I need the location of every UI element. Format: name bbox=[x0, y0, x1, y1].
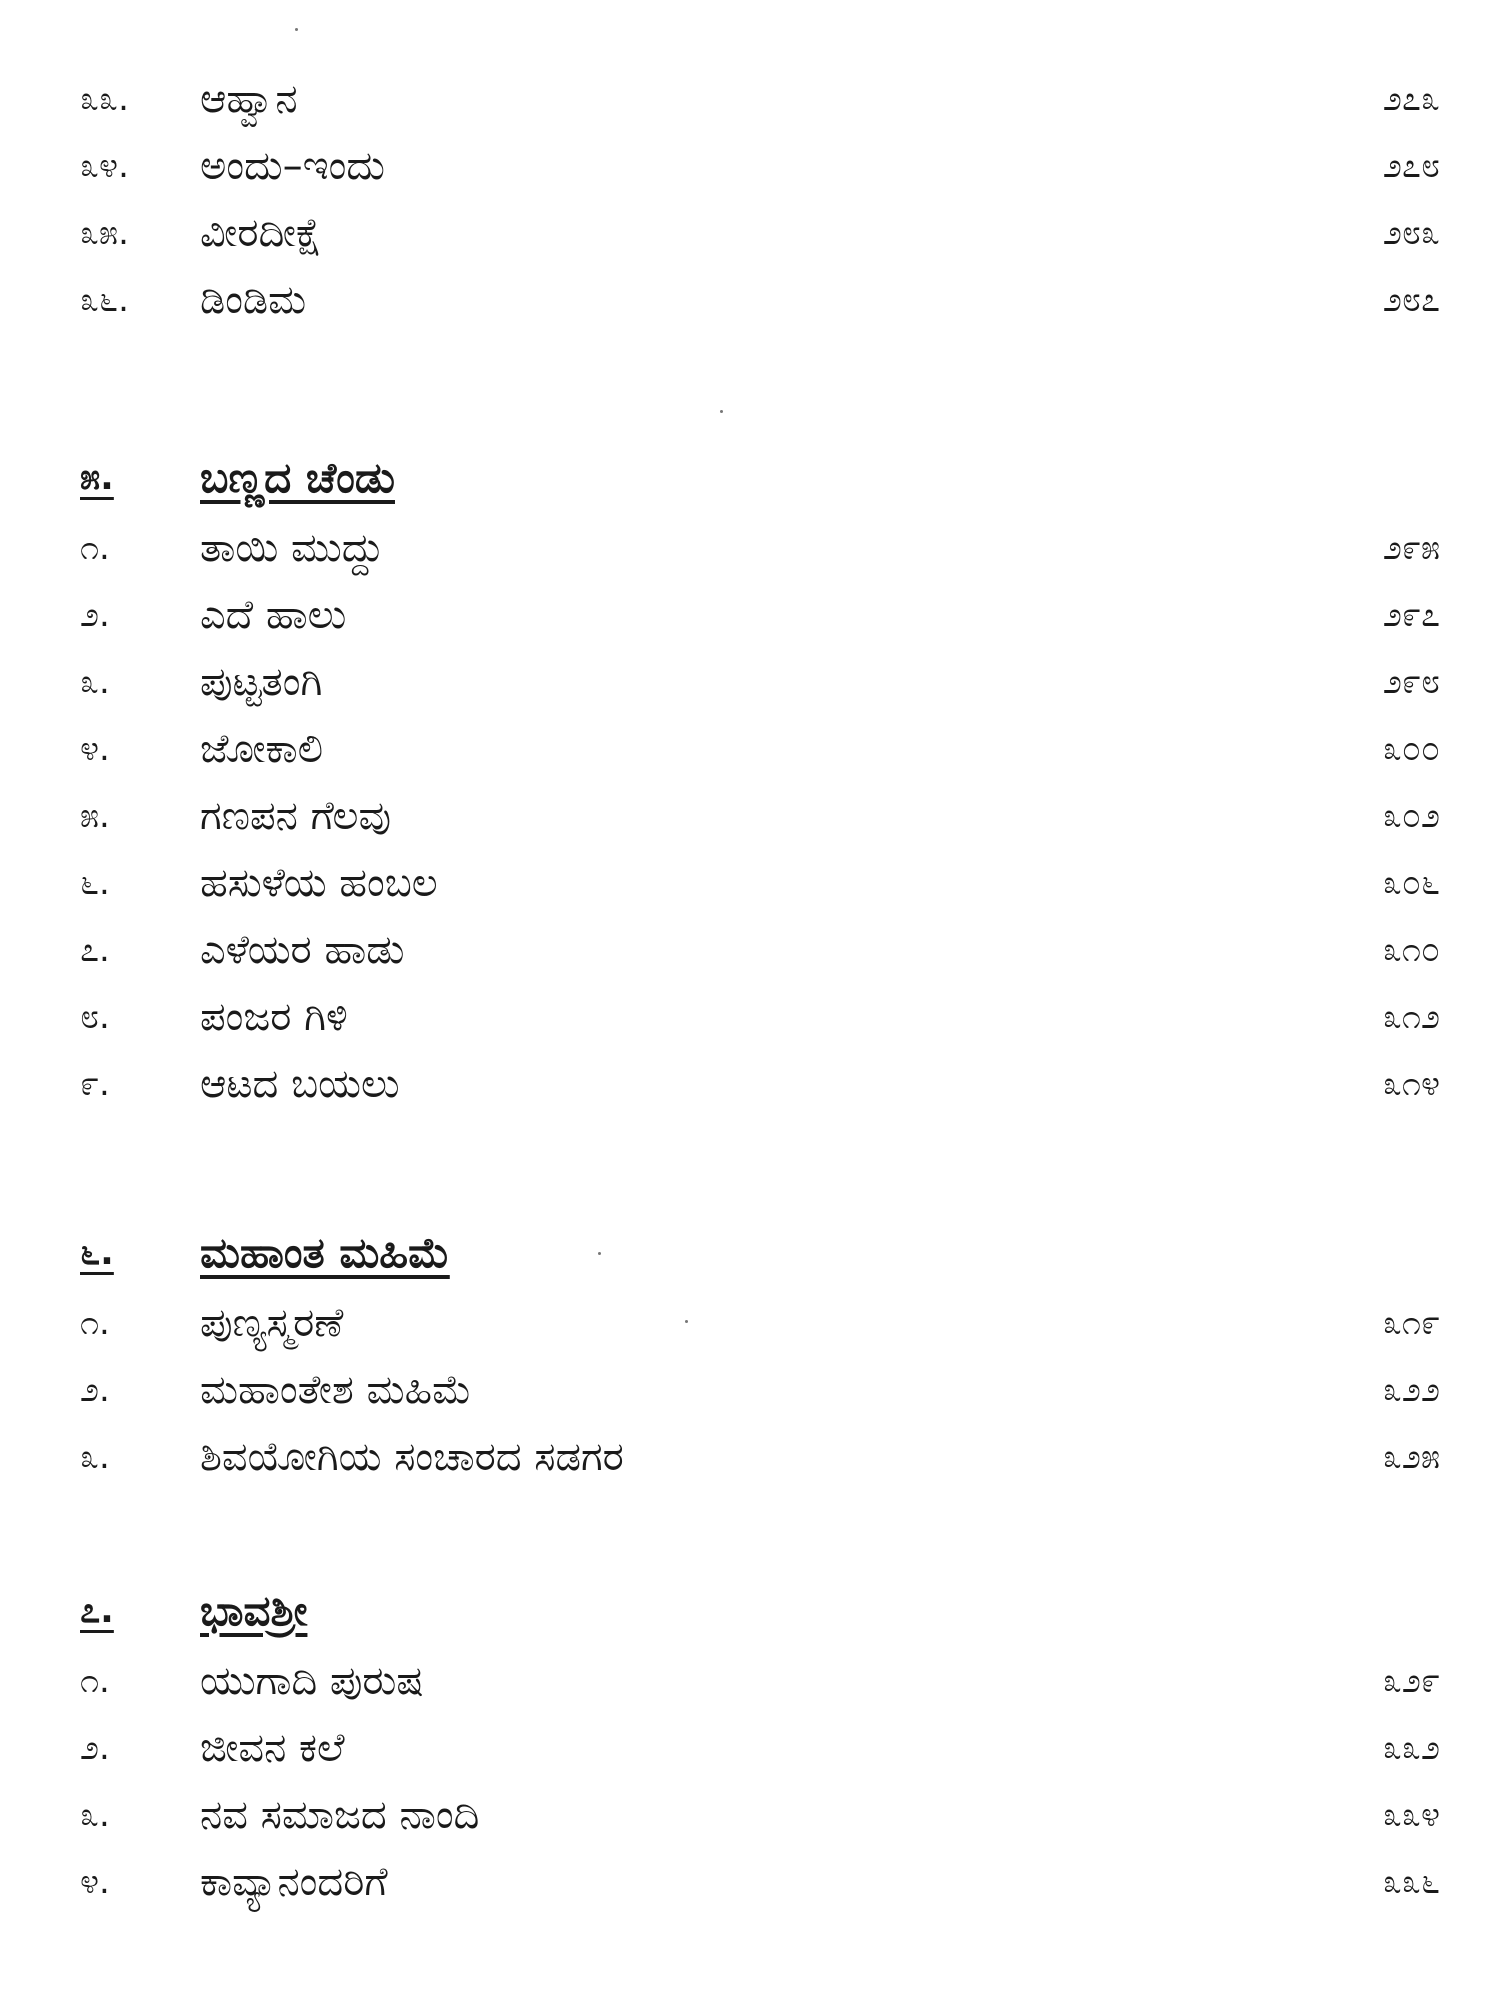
entry-title: ಆಹ್ವಾನ bbox=[200, 76, 298, 122]
toc-entry bbox=[0, 1715, 1500, 1782]
entry-number: ೨. bbox=[80, 1728, 110, 1768]
entry-title: ಯುಗಾದಿ ಪುರುಷ bbox=[200, 1658, 424, 1704]
section-heading bbox=[0, 1215, 1500, 1290]
toc-entry bbox=[0, 200, 1500, 267]
entry-number: ೨. bbox=[80, 595, 110, 635]
toc-entry bbox=[0, 1357, 1500, 1424]
entry-title: ಪುಣ್ಯಸ್ಮರಣೆ bbox=[200, 1300, 344, 1346]
entry-page-number: ೩೩೬ bbox=[1382, 1862, 1440, 1902]
entry-title: ಶಿವಯೋಗಿಯ ಸಂಚಾರದ ಸಡಗರ bbox=[200, 1434, 624, 1480]
contents-section bbox=[0, 440, 1500, 1118]
toc-entry bbox=[0, 133, 1500, 200]
section-number: ೬. bbox=[80, 1232, 114, 1273]
entry-number: ೩೩. bbox=[80, 79, 129, 119]
toc-entry bbox=[0, 1849, 1500, 1916]
entry-title: ಪಂಜರ ಗಿಳಿ bbox=[200, 994, 348, 1040]
entry-number: ೩. bbox=[80, 1795, 110, 1835]
toc-entry bbox=[0, 66, 1500, 133]
entry-number: ೯. bbox=[80, 1064, 110, 1104]
entry-page-number: ೩೧೪ bbox=[1382, 1064, 1440, 1104]
entry-page-number: ೩೧೨ bbox=[1382, 997, 1440, 1037]
entry-title: ಜೀವನ ಕಲೆ bbox=[200, 1725, 345, 1771]
entry-page-number: ೨೯೮ bbox=[1382, 662, 1440, 702]
entry-title: ಹಸುಳೆಯ ಹಂಬಲ bbox=[200, 860, 438, 906]
entry-page-number: ೨೭೮ bbox=[1382, 146, 1440, 186]
entry-title: ಎಳೆಯರ ಹಾಡು bbox=[200, 927, 405, 973]
toc-entry bbox=[0, 716, 1500, 783]
entry-title: ಪುಟ್ಟತಂಗಿ bbox=[200, 659, 323, 705]
toc-entry bbox=[0, 917, 1500, 984]
toc-entry bbox=[0, 1051, 1500, 1118]
entry-number: ೪. bbox=[80, 729, 110, 769]
entry-number: ೮. bbox=[80, 997, 110, 1037]
section-title: ಬಣ್ಣದ ಚೆಂಡು bbox=[200, 453, 395, 502]
toc-entry bbox=[0, 984, 1500, 1051]
entry-number: ೭. bbox=[80, 930, 110, 970]
entry-page-number: ೩೩೨ bbox=[1382, 1728, 1440, 1768]
entry-title: ಕಾವ್ಯಾನಂದರಿಗೆ bbox=[200, 1859, 388, 1905]
section-title: ಭಾವಶ್ರೀ bbox=[200, 1586, 308, 1635]
entry-number: ೪. bbox=[80, 1862, 110, 1902]
entry-number: ೧. bbox=[80, 1661, 110, 1701]
entry-page-number: ೨೯೫ bbox=[1382, 528, 1440, 568]
contents-section bbox=[0, 1573, 1500, 1916]
entry-page-number: ೨೭೩ bbox=[1382, 79, 1440, 119]
entry-page-number: ೩೦೦ bbox=[1382, 729, 1440, 769]
entry-page-number: ೩೧೯ bbox=[1382, 1303, 1440, 1343]
scan-speck bbox=[720, 410, 723, 413]
entry-number: ೫. bbox=[80, 796, 110, 836]
entry-number: ೩೫. bbox=[80, 213, 129, 253]
entry-title: ಗಣಪನ ಗೆಲವು bbox=[200, 793, 392, 839]
entry-title: ತಾಯಿ ಮುದ್ದು bbox=[200, 525, 384, 571]
entry-page-number: ೩೨೨ bbox=[1382, 1370, 1440, 1410]
toc-entry bbox=[0, 515, 1500, 582]
entry-page-number: ೨೯೭ bbox=[1382, 595, 1440, 635]
entry-number: ೩. bbox=[80, 1437, 110, 1477]
section-title: ಮಹಾಂತ ಮಹಿಮೆ bbox=[200, 1228, 450, 1277]
toc-entry bbox=[0, 1648, 1500, 1715]
entry-number: ೩. bbox=[80, 662, 110, 702]
toc-entry bbox=[0, 582, 1500, 649]
entry-number: ೨. bbox=[80, 1370, 110, 1410]
entry-page-number: ೩೩೪ bbox=[1382, 1795, 1440, 1835]
entry-title: ಎದೆ ಹಾಲು bbox=[200, 592, 347, 638]
entry-page-number: ೩೧೦ bbox=[1382, 930, 1440, 970]
entry-page-number: ೩೦೨ bbox=[1382, 796, 1440, 836]
toc-entry bbox=[0, 267, 1500, 334]
entry-page-number: ೩೦೬ bbox=[1382, 863, 1440, 903]
section-number: ೫. bbox=[80, 457, 114, 498]
entry-title: ಡಿಂಡಿಮ bbox=[200, 277, 307, 323]
entry-number: ೧. bbox=[80, 1303, 110, 1343]
contents-top-block bbox=[0, 66, 1500, 334]
toc-entry bbox=[0, 649, 1500, 716]
entry-page-number: ೨೮೭ bbox=[1382, 280, 1440, 320]
section-heading bbox=[0, 440, 1500, 515]
contents-section bbox=[0, 1215, 1500, 1491]
entry-number: ೧. bbox=[80, 528, 110, 568]
entry-title: ನವ ಸಮಾಜದ ನಾಂದಿ bbox=[200, 1792, 480, 1838]
entry-number: ೬. bbox=[80, 863, 110, 903]
entry-page-number: ೩೨೯ bbox=[1382, 1661, 1440, 1701]
entry-title: ಅಂದು–ಇಂದು bbox=[200, 143, 385, 189]
entry-title: ಆಟದ ಬಯಲು bbox=[200, 1061, 400, 1107]
scan-speck bbox=[685, 1320, 688, 1323]
toc-entry bbox=[0, 850, 1500, 917]
entry-title: ವೀರದೀಕ್ಷೆ bbox=[200, 210, 322, 256]
section-number: ೭. bbox=[80, 1590, 114, 1631]
entry-number: ೩೬. bbox=[80, 280, 129, 320]
section-heading bbox=[0, 1573, 1500, 1648]
entry-page-number: ೩೨೫ bbox=[1382, 1437, 1440, 1477]
scan-speck bbox=[598, 1252, 601, 1255]
toc-entry bbox=[0, 1290, 1500, 1357]
entry-page-number: ೨೮೩ bbox=[1382, 213, 1440, 253]
scan-speck bbox=[295, 28, 298, 31]
toc-entry bbox=[0, 783, 1500, 850]
toc-entry bbox=[0, 1782, 1500, 1849]
entry-title: ಜೋಕಾಲಿ bbox=[200, 726, 324, 772]
entry-number: ೩೪. bbox=[80, 146, 129, 186]
toc-entry bbox=[0, 1424, 1500, 1491]
entry-title: ಮಹಾಂತೇಶ ಮಹಿಮೆ bbox=[200, 1367, 472, 1413]
